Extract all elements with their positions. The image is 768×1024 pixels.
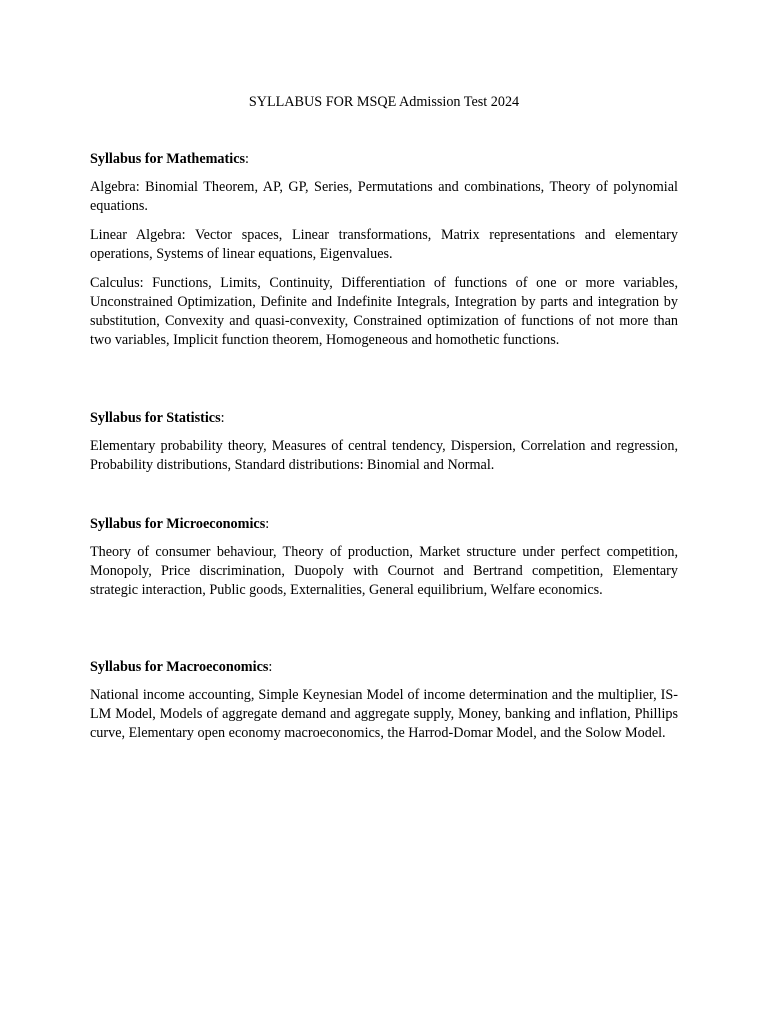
- section-statistics: [90, 409, 678, 485]
- heading-colon: :: [265, 516, 270, 532]
- paragraph-statistics: Elementary probability theory, Measures of central tendency, Dispersion, Correlation and regression, Probability distributions, Standard distributions: Binomial and Normal.: [90, 438, 678, 473]
- section-heading-text: Syllabus for Microeconomics: [90, 516, 266, 532]
- paragraph-calculus: Calculus: Functions, Limits, Continuity, Differentiation of functions of one or more variables, Unconstrained Optimization, Definite and Indefinite Integrals, Integration by parts and integration by substitution, Convexity and quasi-convexity, Constrained optimization of functions of not more than two variables, Implicit function theorem, Homogeneous and homothetic functions.: [90, 275, 678, 348]
- heading-colon: :: [220, 410, 225, 426]
- section-macroeconomics: [90, 658, 678, 753]
- section-heading: [90, 515, 678, 534]
- paragraph-algebra: Algebra: Binomial Theorem, AP, GP, Series, Permutations and combinations, Theory of polynomial equations.: [90, 179, 678, 214]
- paragraph-linear-algebra: Linear Algebra: Vector spaces, Linear transformations, Matrix representations and elementary operations, Systems of linear equations, Eigenvalues.: [90, 227, 678, 262]
- section-heading: [90, 150, 678, 169]
- section-mathematics: [90, 150, 678, 360]
- section-heading-text: Syllabus for Mathematics: [90, 151, 246, 167]
- document-title: SYLLABUS FOR MSQE Admission Test 2024: [248, 94, 520, 110]
- section-microeconomics: [90, 515, 678, 610]
- heading-colon: :: [268, 659, 273, 675]
- paragraph-microeconomics: Theory of consumer behaviour, Theory of production, Market structure under perfect competition, Monopoly, Price discrimination, Duopoly with Cournot and Bertrand competition, Elementary strategic interaction, Public goods, Externalities, General equilibrium, Welfare economics.: [90, 544, 678, 598]
- section-heading-text: Syllabus for Statistics: [90, 410, 221, 426]
- paragraph-macroeconomics: National income accounting, Simple Keynesian Model of income determination and the multiplier, IS-LM Model, Models of aggregate demand and aggregate supply, Money, banking and inflation, Phillips curve, Elementary open economy macroeconomics, the Harrod-Domar Model, and the Solow Model.: [90, 687, 678, 741]
- section-heading-text: Syllabus for Macroeconomics: [90, 659, 269, 675]
- section-heading: [90, 658, 678, 677]
- section-heading: [90, 409, 678, 428]
- heading-colon: :: [245, 151, 249, 167]
